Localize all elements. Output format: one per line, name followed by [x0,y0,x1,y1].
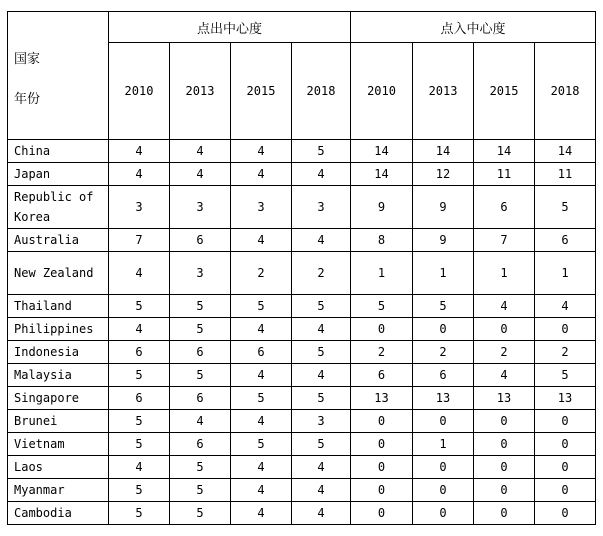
value-cell: 3 [231,186,292,229]
value-cell: 13 [351,387,413,410]
value-cell: 4 [231,140,292,163]
year-header: 2010 [109,43,170,140]
value-cell: 4 [231,410,292,433]
value-cell: 0 [474,502,535,525]
table-row [8,341,596,364]
value-cell: 4 [474,295,535,318]
value-cell: 0 [351,410,413,433]
value-cell: 6 [231,341,292,364]
group-header-out-degree: 点出中心度 [109,12,351,43]
value-cell: 5 [109,502,170,525]
value-cell: 7 [474,229,535,252]
value-cell: 4 [231,479,292,502]
table-row [8,163,596,186]
value-cell: 2 [413,341,474,364]
value-cell: 6 [109,341,170,364]
value-cell: 4 [109,456,170,479]
value-cell: 14 [351,140,413,163]
value-cell: 13 [474,387,535,410]
value-cell: 1 [413,433,474,456]
value-cell: 0 [474,456,535,479]
value-cell: 4 [109,318,170,341]
value-cell: 4 [170,163,231,186]
value-cell: 1 [474,252,535,295]
value-cell: 3 [170,252,231,295]
value-cell: 4 [231,502,292,525]
value-cell: 2 [535,341,596,364]
value-cell: 11 [535,163,596,186]
value-cell: 6 [170,433,231,456]
year-header: 2013 [413,43,474,140]
value-cell: 14 [535,140,596,163]
value-cell: 14 [474,140,535,163]
value-cell: 0 [535,502,596,525]
value-cell: 5 [170,295,231,318]
table-row [8,140,596,163]
value-cell: 4 [231,456,292,479]
value-cell: 4 [170,410,231,433]
value-cell: 0 [535,433,596,456]
country-cell: Cambodia [8,502,109,525]
country-cell: Singapore [8,387,109,410]
value-cell: 4 [292,502,351,525]
value-cell: 4 [109,163,170,186]
value-cell: 3 [109,186,170,229]
value-cell: 0 [474,410,535,433]
value-cell: 0 [351,456,413,479]
value-cell: 4 [292,318,351,341]
value-cell: 0 [413,318,474,341]
value-cell: 5 [292,387,351,410]
value-cell: 14 [413,140,474,163]
value-cell: 5 [109,295,170,318]
value-cell: 4 [535,295,596,318]
value-cell: 4 [474,364,535,387]
country-cell: Thailand [8,295,109,318]
country-cell: Philippines [8,318,109,341]
value-cell: 4 [292,163,351,186]
value-cell: 7 [109,229,170,252]
corner-label-year: 年份 [14,92,41,107]
table-row [8,433,596,456]
value-cell: 0 [413,479,474,502]
value-cell: 5 [413,295,474,318]
year-header: 2013 [170,43,231,140]
value-cell: 5 [535,364,596,387]
year-header: 2010 [351,43,413,140]
value-cell: 0 [474,479,535,502]
value-cell: 0 [351,318,413,341]
value-cell: 0 [351,502,413,525]
value-cell: 4 [170,140,231,163]
value-cell: 1 [413,252,474,295]
value-cell: 6 [170,387,231,410]
value-cell: 0 [413,410,474,433]
value-cell: 5 [292,433,351,456]
value-cell: 5 [109,433,170,456]
value-cell: 4 [109,252,170,295]
corner-label-country: 国家 [14,52,41,67]
table-row [8,364,596,387]
value-cell: 5 [170,479,231,502]
value-cell: 3 [292,410,351,433]
value-cell: 14 [351,163,413,186]
value-cell: 5 [535,186,596,229]
value-cell: 2 [292,252,351,295]
value-cell: 5 [109,479,170,502]
value-cell: 9 [413,186,474,229]
value-cell: 9 [413,229,474,252]
value-cell: 1 [351,252,413,295]
value-cell: 0 [351,433,413,456]
country-cell: Myanmar [8,479,109,502]
country-cell: Laos [8,456,109,479]
value-cell: 4 [231,318,292,341]
value-cell: 5 [170,456,231,479]
value-cell: 4 [292,229,351,252]
value-cell: 5 [351,295,413,318]
country-cell: New Zealand [8,252,109,295]
table-row [8,502,596,525]
value-cell: 4 [231,229,292,252]
value-cell: 4 [292,456,351,479]
value-cell: 6 [170,229,231,252]
value-cell: 3 [292,186,351,229]
value-cell: 0 [351,479,413,502]
value-cell: 4 [231,364,292,387]
value-cell: 6 [474,186,535,229]
value-cell: 6 [535,229,596,252]
value-cell: 5 [170,502,231,525]
value-cell: 6 [413,364,474,387]
header-row-groups [8,12,596,43]
value-cell: 3 [170,186,231,229]
table-row [8,387,596,410]
value-cell: 5 [292,341,351,364]
value-cell: 1 [535,252,596,295]
value-cell: 0 [535,479,596,502]
country-cell: Brunei [8,410,109,433]
value-cell: 2 [474,341,535,364]
value-cell: 2 [351,341,413,364]
value-cell: 5 [231,387,292,410]
value-cell: 6 [170,341,231,364]
country-cell: Republic of Korea [8,186,109,229]
value-cell: 5 [292,295,351,318]
value-cell: 5 [231,295,292,318]
value-cell: 5 [231,433,292,456]
year-header: 2015 [474,43,535,140]
table-row [8,186,596,229]
value-cell: 4 [292,364,351,387]
value-cell: 5 [170,318,231,341]
year-header: 2018 [292,43,351,140]
value-cell: 0 [413,502,474,525]
corner-header-cell [8,12,109,140]
value-cell: 5 [292,140,351,163]
country-cell: Indonesia [8,341,109,364]
country-cell: China [8,140,109,163]
country-cell: Australia [8,229,109,252]
table-row [8,295,596,318]
year-header: 2015 [231,43,292,140]
value-cell: 4 [292,479,351,502]
value-cell: 5 [170,364,231,387]
value-cell: 13 [413,387,474,410]
table-row [8,410,596,433]
value-cell: 4 [109,140,170,163]
value-cell: 8 [351,229,413,252]
value-cell: 9 [351,186,413,229]
value-cell: 6 [351,364,413,387]
country-cell: Vietnam [8,433,109,456]
value-cell: 12 [413,163,474,186]
value-cell: 0 [535,410,596,433]
group-header-in-degree: 点入中心度 [351,12,596,43]
country-cell: Japan [8,163,109,186]
value-cell: 0 [535,456,596,479]
value-cell: 0 [474,318,535,341]
table-row [8,252,596,295]
table-row [8,479,596,502]
value-cell: 5 [109,410,170,433]
year-header: 2018 [535,43,596,140]
value-cell: 11 [474,163,535,186]
value-cell: 13 [535,387,596,410]
value-cell: 6 [109,387,170,410]
table-row [8,318,596,341]
centrality-table [7,11,596,525]
value-cell: 2 [231,252,292,295]
value-cell: 0 [535,318,596,341]
table-row [8,229,596,252]
value-cell: 4 [231,163,292,186]
country-cell: Malaysia [8,364,109,387]
value-cell: 0 [474,433,535,456]
value-cell: 0 [413,456,474,479]
table-row [8,456,596,479]
value-cell: 5 [109,364,170,387]
